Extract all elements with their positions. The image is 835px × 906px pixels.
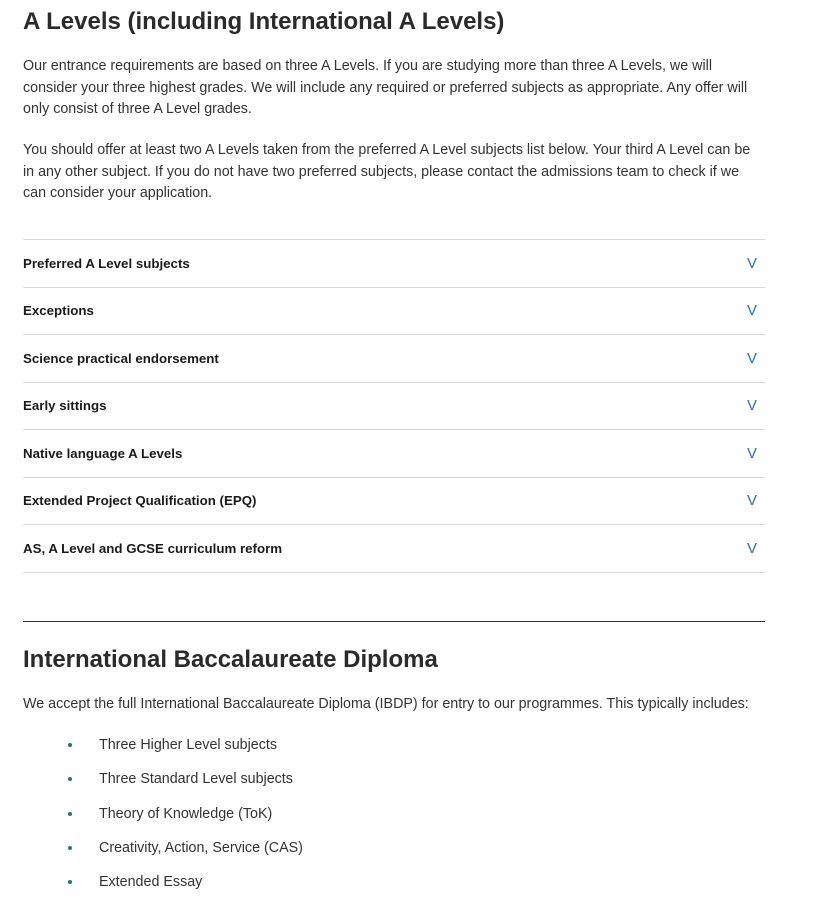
list-item-text: Extended Essay <box>99 874 203 891</box>
bullet-icon <box>68 812 72 816</box>
a-levels-intro-paragraph: Our entrance requirements are based on three A Levels. If you are studying more than three A Levels, we will consider your three highest grades. We will include any required or preferred subjects as appropriate. Any offer will only consist of three A Level grades. <box>23 58 748 117</box>
accordion-item-label: Extended Project Qualification (EPQ) <box>23 493 257 509</box>
chevron-down-icon[interactable]: V <box>746 302 757 320</box>
list-item <box>23 804 303 838</box>
accordion-item-exceptions[interactable] <box>23 288 765 336</box>
accordion-item-preferred-subjects[interactable] <box>23 240 765 288</box>
chevron-down-icon[interactable]: V <box>746 254 757 272</box>
bullet-icon <box>68 846 72 850</box>
list-item <box>23 872 303 906</box>
ib-components-list <box>23 735 303 906</box>
list-item <box>23 838 303 872</box>
bullet-icon <box>68 880 72 884</box>
list-item-text: Creativity, Action, Service (CAS) <box>99 839 303 856</box>
list-item <box>23 735 303 769</box>
list-item-text: Theory of Knowledge (ToK) <box>99 805 273 822</box>
accordion-item-epq[interactable] <box>23 478 765 526</box>
ib-intro-paragraph: We accept the full International Baccalaureate Diploma (IBDP) for entry to our programmes. This typically includes: <box>23 696 749 712</box>
chevron-down-icon[interactable]: V <box>746 444 757 462</box>
list-item-text: Three Higher Level subjects <box>99 737 278 753</box>
chevron-down-icon[interactable]: V <box>746 492 757 510</box>
accordion-item-science-practical[interactable] <box>23 335 765 383</box>
accordion-item-label: Exceptions <box>23 303 94 319</box>
chevron-down-icon[interactable]: V <box>746 349 757 367</box>
section-divider <box>23 621 765 622</box>
accordion-item-label: Science practical endorsement <box>23 350 219 366</box>
accordion-item-native-language[interactable] <box>23 430 765 478</box>
a-levels-accordion <box>23 239 765 573</box>
accordion-item-early-sittings[interactable] <box>23 383 765 431</box>
bullet-icon <box>68 777 72 781</box>
a-levels-heading: A Levels (including International A Levels) <box>23 8 505 35</box>
accordion-item-label: AS, A Level and GCSE curriculum reform <box>23 540 283 556</box>
chevron-down-icon[interactable]: V <box>746 397 757 415</box>
list-item-text: Three Standard Level subjects <box>99 771 293 788</box>
chevron-down-icon[interactable]: V <box>746 539 757 557</box>
accordion-item-label: Early sittings <box>23 398 107 414</box>
ib-heading: International Baccalaureate Diploma <box>23 646 438 673</box>
accordion-item-label: Preferred A Level subjects <box>23 255 190 271</box>
bullet-icon <box>68 743 72 747</box>
list-item <box>23 769 303 803</box>
accordion-item-label: Native language A Levels <box>23 445 183 461</box>
a-levels-preferred-paragraph: You should offer at least two A Levels taken from the preferred A Level subjects list below. Your third A Level can be in any other subject. If you do not have two preferred subjects, please contact the admissions team to check if we can consider your application. <box>23 142 751 201</box>
accordion-item-curriculum-reform[interactable] <box>23 525 765 573</box>
